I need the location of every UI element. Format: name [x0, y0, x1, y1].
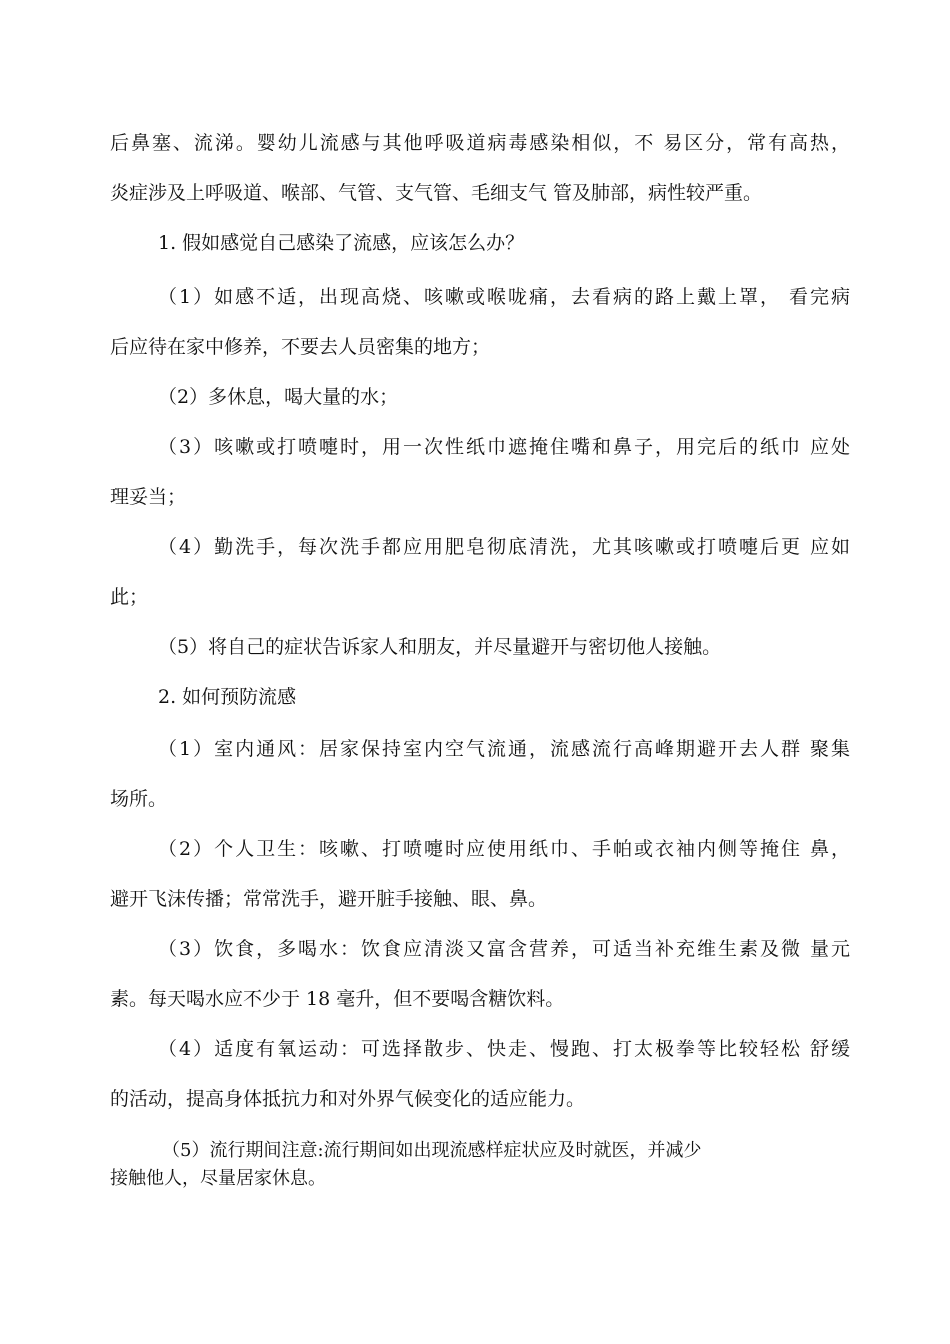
s2-item-2-line-2: 避开飞沫传播；常常洗手，避开脏手接触、眼、鼻。: [110, 888, 548, 910]
s1-item-2-line-1: （2）多休息，喝大量的水；: [158, 386, 399, 408]
section-1-heading: 1. 假如感觉自己感染了流感，应该怎么办？: [158, 232, 525, 254]
s1-item-1-line-1: （1）如感不适，出现高烧、咳嗽或喉咙痛，去看病的路上戴上罩， 看完病: [158, 286, 850, 308]
s2-item-4-line-2: 的活动，提高身体抵抗力和对外界气候变化的适应能力。: [110, 1088, 586, 1110]
s1-item-4-line-2: 此；: [110, 586, 149, 608]
s2-item-5-line-2: 接触他人，尽量居家休息。: [110, 1168, 326, 1189]
s2-item-5-line-1: （5）流行期间注意:流行期间如出现流感样症状应及时就医，并减少: [162, 1140, 702, 1161]
section-2-heading: 2. 如何预防流感: [158, 686, 297, 708]
s2-item-3-line-2: 素。每天喝水应不少于 18 毫升，但不要喝含糖饮料。: [110, 988, 565, 1010]
s2-item-3-line-1: （3）饮食，多喝水：饮食应清淡又富含营养，可适当补充维生素及微 量元: [158, 938, 850, 960]
s2-item-1-line-1: （1）室内通风：居家保持室内空气流通，流感流行高峰期避开去人群 聚集: [158, 738, 850, 760]
s2-item-4-line-1: （4）适度有氧运动：可选择散步、快走、慢跑、打太极拳等比较轻松 舒缓: [158, 1038, 850, 1060]
intro-line-1: 后鼻塞、流涕。婴幼儿流感与其他呼吸道病毒感染相似，不 易区分，常有高热，: [110, 132, 850, 154]
s2-item-2-line-1: （2）个人卫生：咳嗽、打喷嚏时应使用纸巾、手帕或衣袖内侧等掩住 鼻，: [158, 838, 850, 860]
s1-item-3-line-1: （3）咳嗽或打喷嚏时，用一次性纸巾遮掩住嘴和鼻子，用完后的纸巾 应处: [158, 436, 850, 458]
s2-item-1-line-2: 场所。: [110, 788, 168, 810]
s1-item-3-line-2: 理妥当；: [110, 486, 187, 508]
s1-item-4-line-1: （4）勤洗手，每次洗手都应用肥皂彻底清洗，尤其咳嗽或打喷嚏后更 应如: [158, 536, 850, 558]
s1-item-5-line-1: （5）将自己的症状告诉家人和朋友，并尽量避开与密切他人接触。: [158, 636, 722, 658]
s1-item-1-line-2: 后应待在家中修养，不要去人员密集的地方；: [110, 336, 491, 358]
intro-line-2: 炎症涉及上呼吸道、喉部、气管、支气管、毛细支气 管及肺部，病性较严重。: [110, 182, 763, 204]
